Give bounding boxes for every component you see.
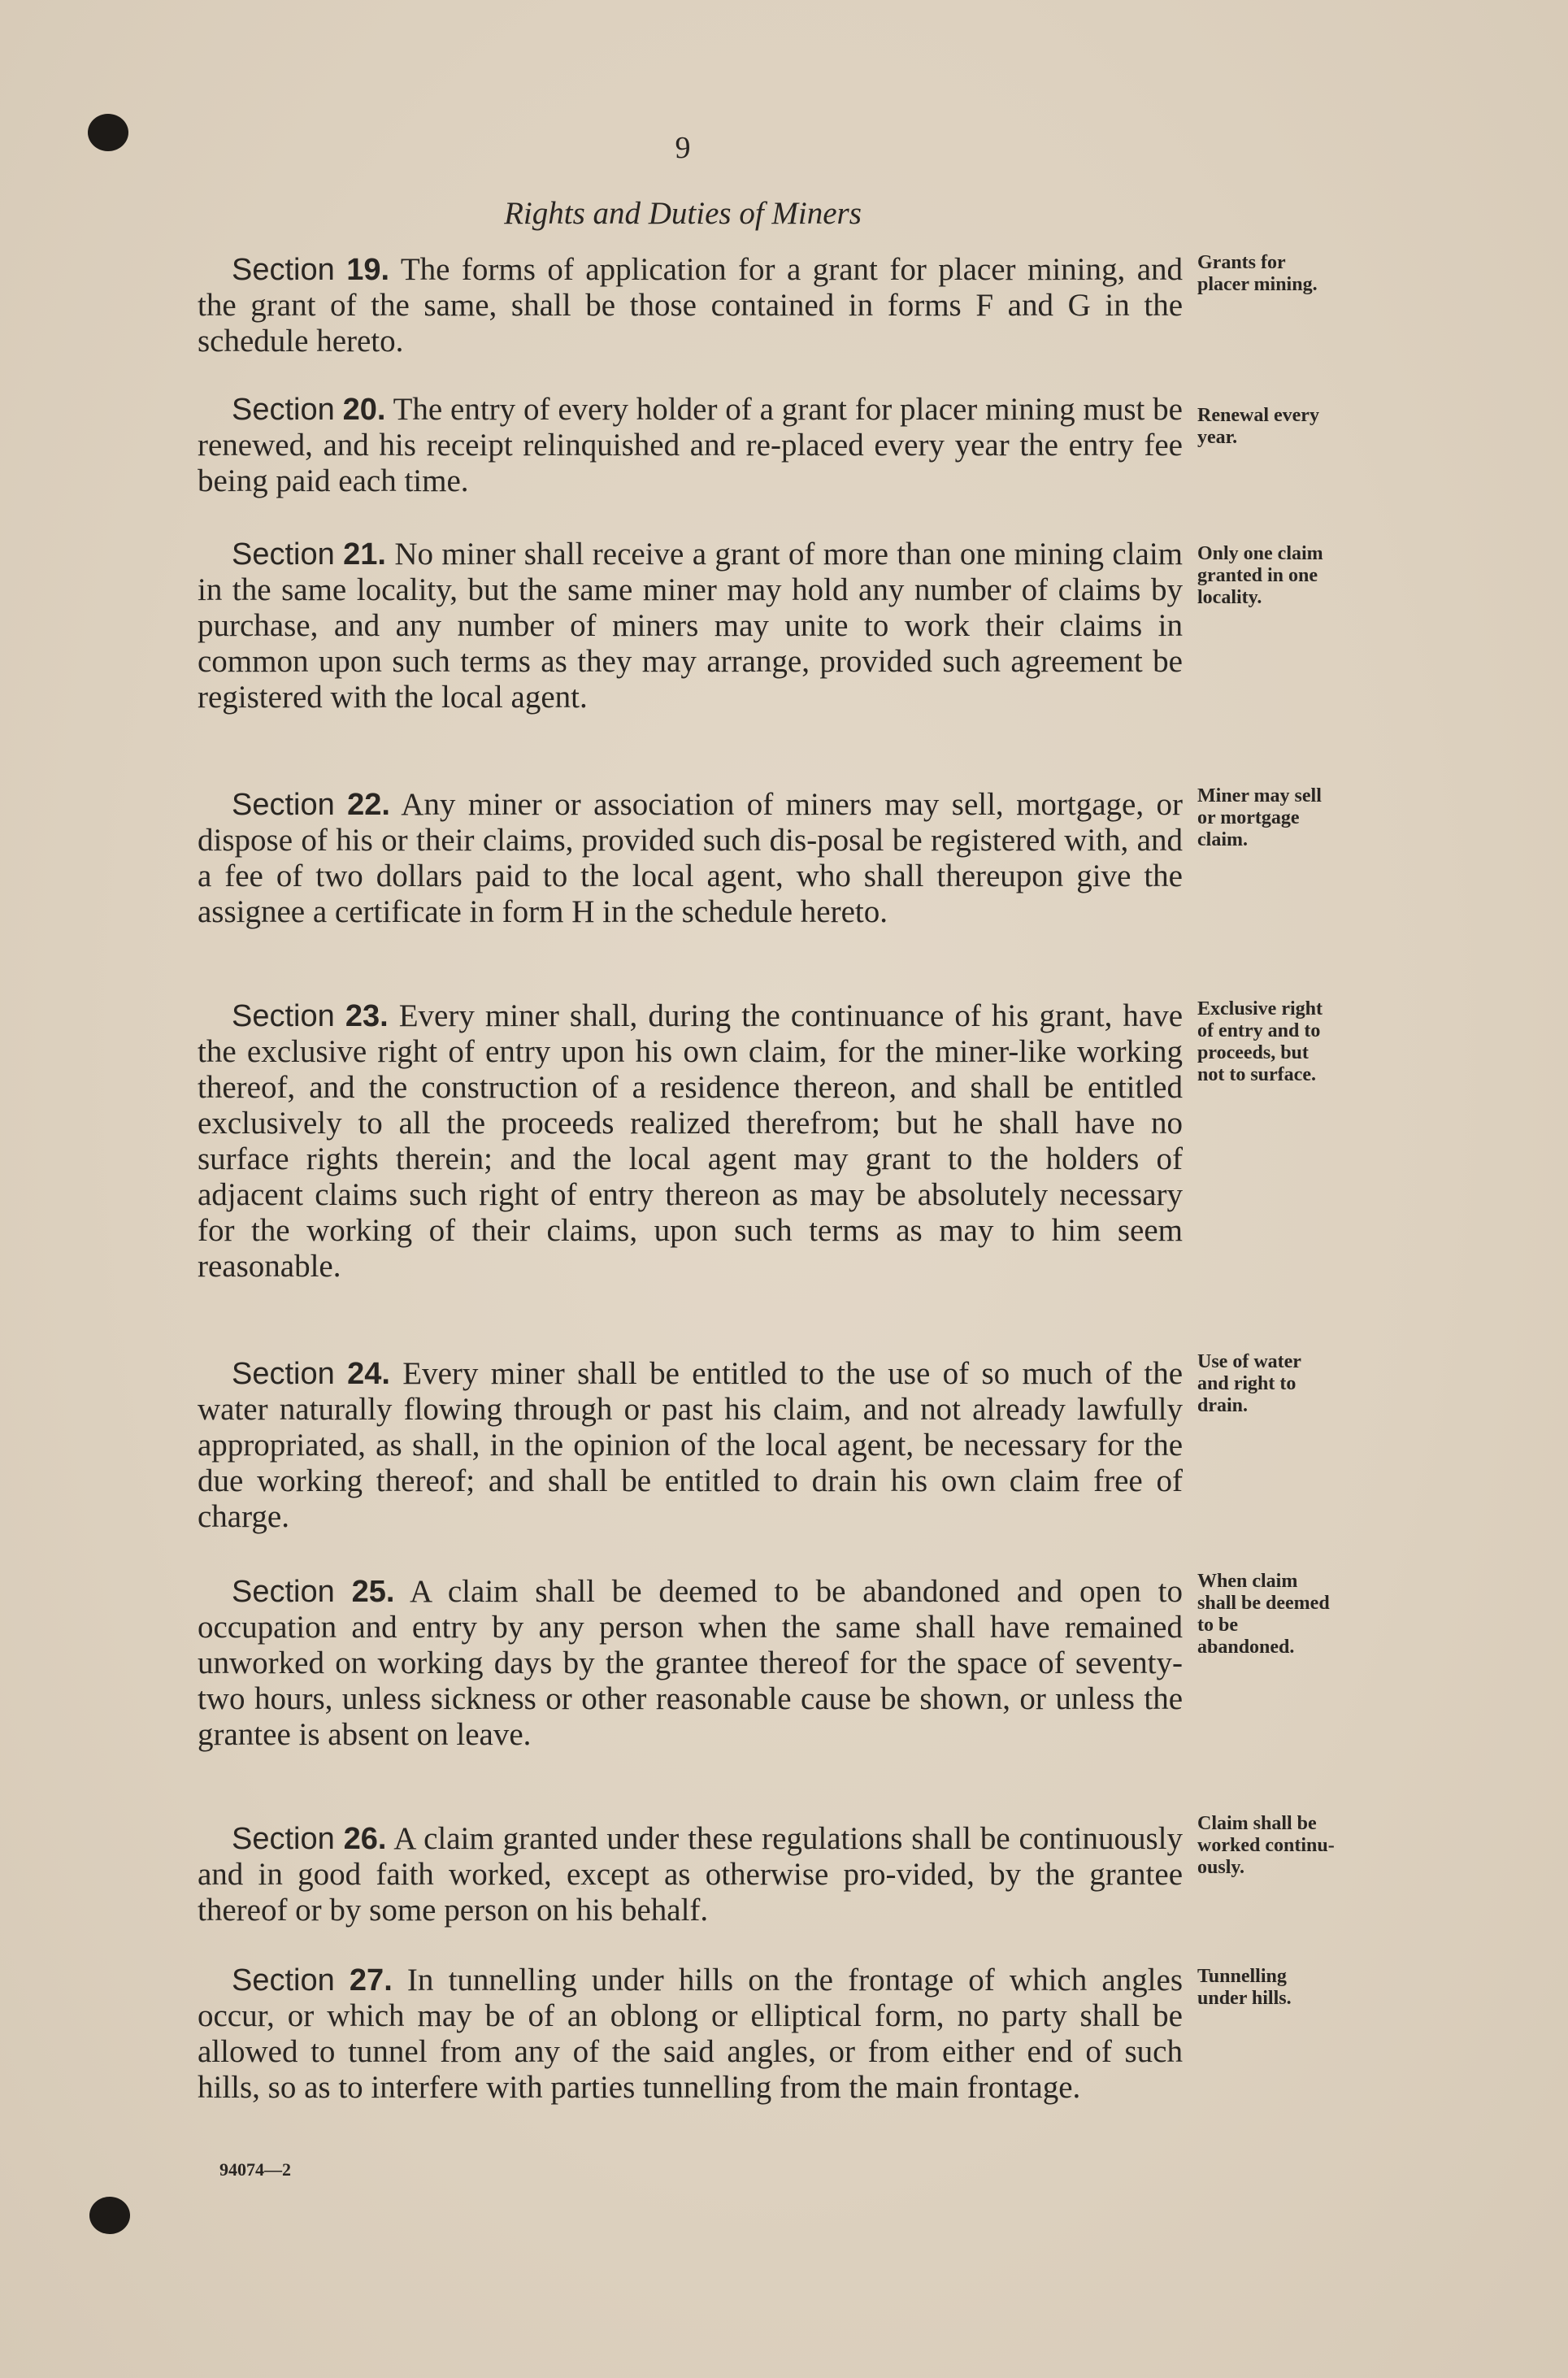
section-27 — [198, 1963, 1183, 2106]
section-number: 21. — [343, 537, 386, 572]
section-label: Section — [232, 788, 335, 822]
side-note-25: When claim shall be deemed to be abandoned. — [1197, 1571, 1330, 1658]
section-text: Any miner or association of miners may sell, mortgage, or dispose of his or their claims, provided such dis-posal be registered with, and a fee of two dollars paid to the local agent, who shall thereupon give the assignee a certificate in form H in the schedule hereto. — [198, 787, 1183, 929]
section-19 — [198, 252, 1183, 359]
side-note-19: Grants for placer mining. — [1197, 252, 1318, 295]
section-label: Section — [232, 253, 335, 287]
section-body — [198, 1574, 1183, 1753]
section-text: A claim granted under these regulations shall be continuously and in good faith worked, except as otherwise pro-vided, by the grantee thereof or by some person on his behalf. — [198, 1821, 1184, 1928]
page-number: 9 — [675, 131, 691, 165]
section-22 — [198, 787, 1183, 930]
section-body — [198, 392, 1183, 499]
side-note-24: Use of water and right to drain. — [1197, 1351, 1301, 1416]
side-note-27: Tunnelling under hills. — [1197, 1966, 1292, 2009]
section-text: No miner shall receive a grant of more than one mining claim in the same locality, but the same miner may hold any number of claims by purchase, and any number of miners may unite to work their claims in common upon such terms as they may arrange, provided such agreement be registered with the local agent. — [198, 537, 1184, 715]
section-text: In tunnelling under hills on the frontage of which angles occur, or which may be of an oblong or elliptical form, no party shall be allowed to tunnel from any of the said angles, or from either end of such hills, so as to interfere with parties tunnelling from the main frontage. — [198, 1963, 1184, 2105]
section-26 — [198, 1821, 1183, 1928]
section-24 — [198, 1356, 1183, 1535]
section-number: 19. — [346, 253, 390, 287]
section-body — [198, 537, 1183, 715]
section-label: Section — [232, 537, 335, 572]
section-body — [198, 252, 1183, 359]
section-body — [198, 998, 1183, 1285]
side-note-23: Exclusive right of entry and to proceeds, but not to surface. — [1197, 998, 1323, 1085]
section-number: 26. — [343, 1822, 387, 1856]
section-number: 24. — [347, 1357, 390, 1391]
section-label: Section — [232, 1357, 335, 1391]
punch-hole-top — [88, 114, 128, 151]
section-text: The forms of application for a grant for placer mining, and the grant of the same, shall be those contained in forms F and G in the schedule hereto. — [198, 252, 1184, 359]
side-note-26: Claim shall be worked continu-ously. — [1197, 1813, 1335, 1878]
section-20 — [198, 392, 1183, 499]
footer-code: 94074—2 — [219, 2159, 291, 2180]
section-label: Section — [232, 999, 335, 1033]
section-number: 23. — [345, 999, 389, 1033]
section-21 — [198, 537, 1183, 715]
section-number: 20. — [342, 393, 386, 427]
section-number: 25. — [351, 1575, 395, 1609]
section-body — [198, 1821, 1183, 1928]
side-note-21: Only one claim granted in one locality. — [1197, 543, 1323, 608]
section-label: Section — [232, 1822, 335, 1856]
section-number: 22. — [347, 788, 390, 822]
section-25 — [198, 1574, 1183, 1753]
running-head: Rights and Duties of Miners — [504, 196, 862, 231]
side-note-22: Miner may sell or mortgage claim. — [1197, 785, 1322, 850]
section-number: 27. — [349, 1963, 393, 1998]
section-label: Section — [232, 1575, 335, 1609]
section-text: Every miner shall, during the continuance of his grant, have the exclusive right of entry upon his own claim, for the miner-like working thereof, and the construction of a residence thereon, and shall be entitled exclusively to all the proceeds realized therefrom; but he shall have no surface rights therein; and the local agent may grant to the holders of adjacent claims such right of entry thereon as may be absolutely necessary for the working of their claims, upon such terms as may to him seem reasonable. — [198, 998, 1184, 1284]
section-body — [198, 1356, 1183, 1535]
section-body — [198, 787, 1183, 930]
section-label: Section — [232, 1963, 335, 1998]
section-23 — [198, 998, 1183, 1285]
section-text: A claim shall be deemed to be abandoned and open to occupation and entry by any person when the same shall have remained unworked on working days by the grantee thereof for the space of seventy-two hours, unless sickness or other reasonable cause be shown, or unless the grantee is absent on leave. — [198, 1574, 1183, 1752]
punch-hole-bottom — [89, 2197, 130, 2234]
section-label: Section — [232, 393, 335, 427]
section-text: Every miner shall be entitled to the use of so much of the water naturally flowing through or past his claim, and not already lawfully appropriated, as shall, in the opinion of the local agent, be necessary for the due working thereof; and shall be entitled to drain his own claim free of charge. — [198, 1356, 1183, 1534]
side-note-20: Renewal every year. — [1197, 405, 1319, 448]
section-text: The entry of every holder of a grant for placer mining must be renewed, and his receipt relinquished and re-placed every year the entry fee being paid each time. — [198, 392, 1183, 498]
section-body — [198, 1963, 1183, 2106]
